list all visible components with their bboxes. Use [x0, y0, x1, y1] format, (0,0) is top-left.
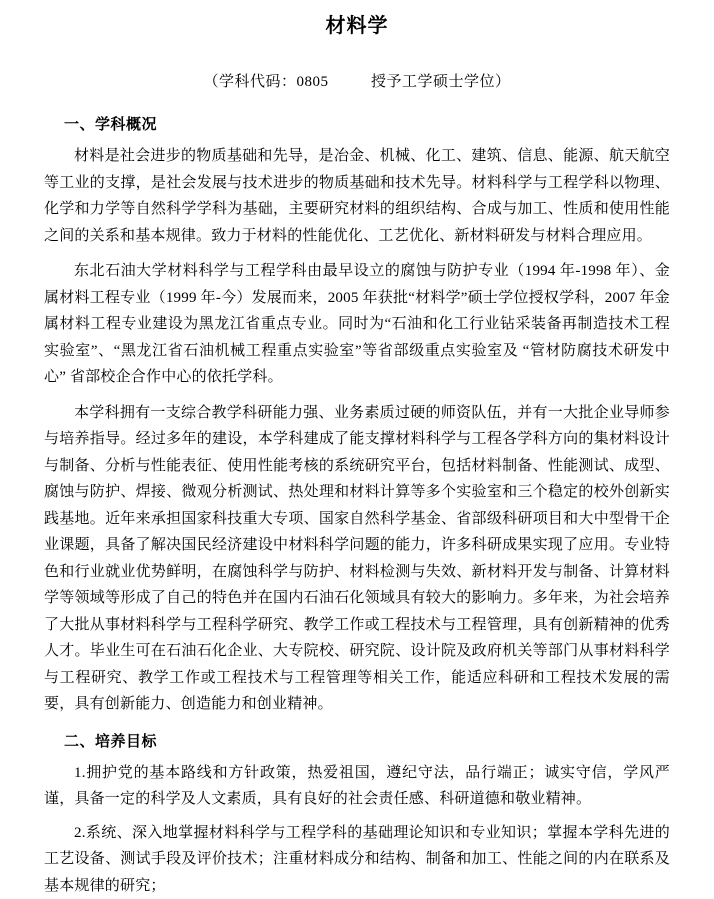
paragraph-overview-1: 材料是社会进步的物质基础和先导，是冶金、机械、化工、建筑、信息、能源、航天航空等工业的支撑，是社会发展与技术进步的物质基础和技术先导。材料科学与工程学科以物理、化学和力学等自然科学学科为基础，主要研究材料的组织结构、合成与加工、性质和使用性能之间的关系和基本规律。致力于材料的性能优化、工艺优化、新材料研发与材料合理应用。 — [44, 143, 670, 249]
section-heading-overview: 一、学科概况 — [44, 113, 670, 134]
subject-code-line — [44, 70, 670, 91]
section-spacer — [44, 720, 670, 730]
section-heading-objectives: 二、培养目标 — [44, 730, 670, 751]
paragraph-spacer — [44, 813, 670, 820]
degree-awarded: 授予工学硕士学位） — [371, 74, 511, 90]
paragraph-overview-2: 东北石油大学材料科学与工程学科由最早设立的腐蚀与防护专业（1994 年-1998 年）、金属材料工程专业（1999 年-今）发展而来，2005 年获批“材料学”硕士学位授权学科，2007 年金属材料工程专业建设为黑龙江省重点专业。同时为“石油和化工行业钻采装备再制造技术工程实验室”、“黑龙江省石油机械工程重点实验室”等省部级重点实验室及 “管材防腐技术研发中心” 省部校企合作中心的依托学科。 — [44, 258, 670, 391]
paragraph-objectives-2: 2.系统、深入地掌握材料科学与工程学科的基础理论知识和专业知识；掌握本学科先进的工艺设备、测试手段及评价技术；注重材料成分和结构、制备和加工、性能之间的内在联系及基本规律的研究； — [44, 820, 670, 899]
paragraph-overview-3: 本学科拥有一支综合教学科研能力强、业务素质过硬的师资队伍，并有一大批企业导师参与培养指导。经过多年的建设，本学科建成了能支撑材料科学与工程各学科方向的集材料设计与制备、分析与性能表征、使用性能考核的系统研究平台，包括材料制备、性能测试、成型、腐蚀与防护、焊接、微观分析测试、热处理和材料计算等多个实验室和三个稳定的校外创新实践基地。近年来承担国家科技重大专项、国家自然科学基金、省部级科研项目和大中型骨干企业课题，具备了解决国民经济建设中材料科学问题的能力，许多科研成果实现了应用。专业特色和行业就业优势鲜明，在腐蚀科学与防护、材料检测与失效、新材料开发与制备、计算材料学等领域等形成了自己的特色并在国内石油石化领域具有较大的影响力。多年来，为社会培养了大批从事材料科学与工程科学研究、教学工作或工程技术与工程管理，具有创新精神的优秀人才。毕业生可在石油石化企业、大专院校、研究院、设计院及政府机关等部门从事材料科学与工程研究、教学工作或工程技术与工程管理等相关工作，能适应科研和工程技术发展的需要，具有创新能力、创造能力和创业精神。 — [44, 400, 670, 718]
subject-code: （学科代码：0805 — [203, 74, 328, 90]
page-title: 材料学 — [44, 14, 670, 38]
paragraph-spacer — [44, 251, 670, 258]
paragraph-spacer — [44, 393, 670, 400]
paragraph-objectives-1: 1.拥护党的基本路线和方针政策，热爱祖国，遵纪守法，品行端正；诚实守信，学风严谨，具备一定的科学及人文素质，具有良好的社会责任感、科研道德和敬业精神。 — [44, 760, 670, 813]
